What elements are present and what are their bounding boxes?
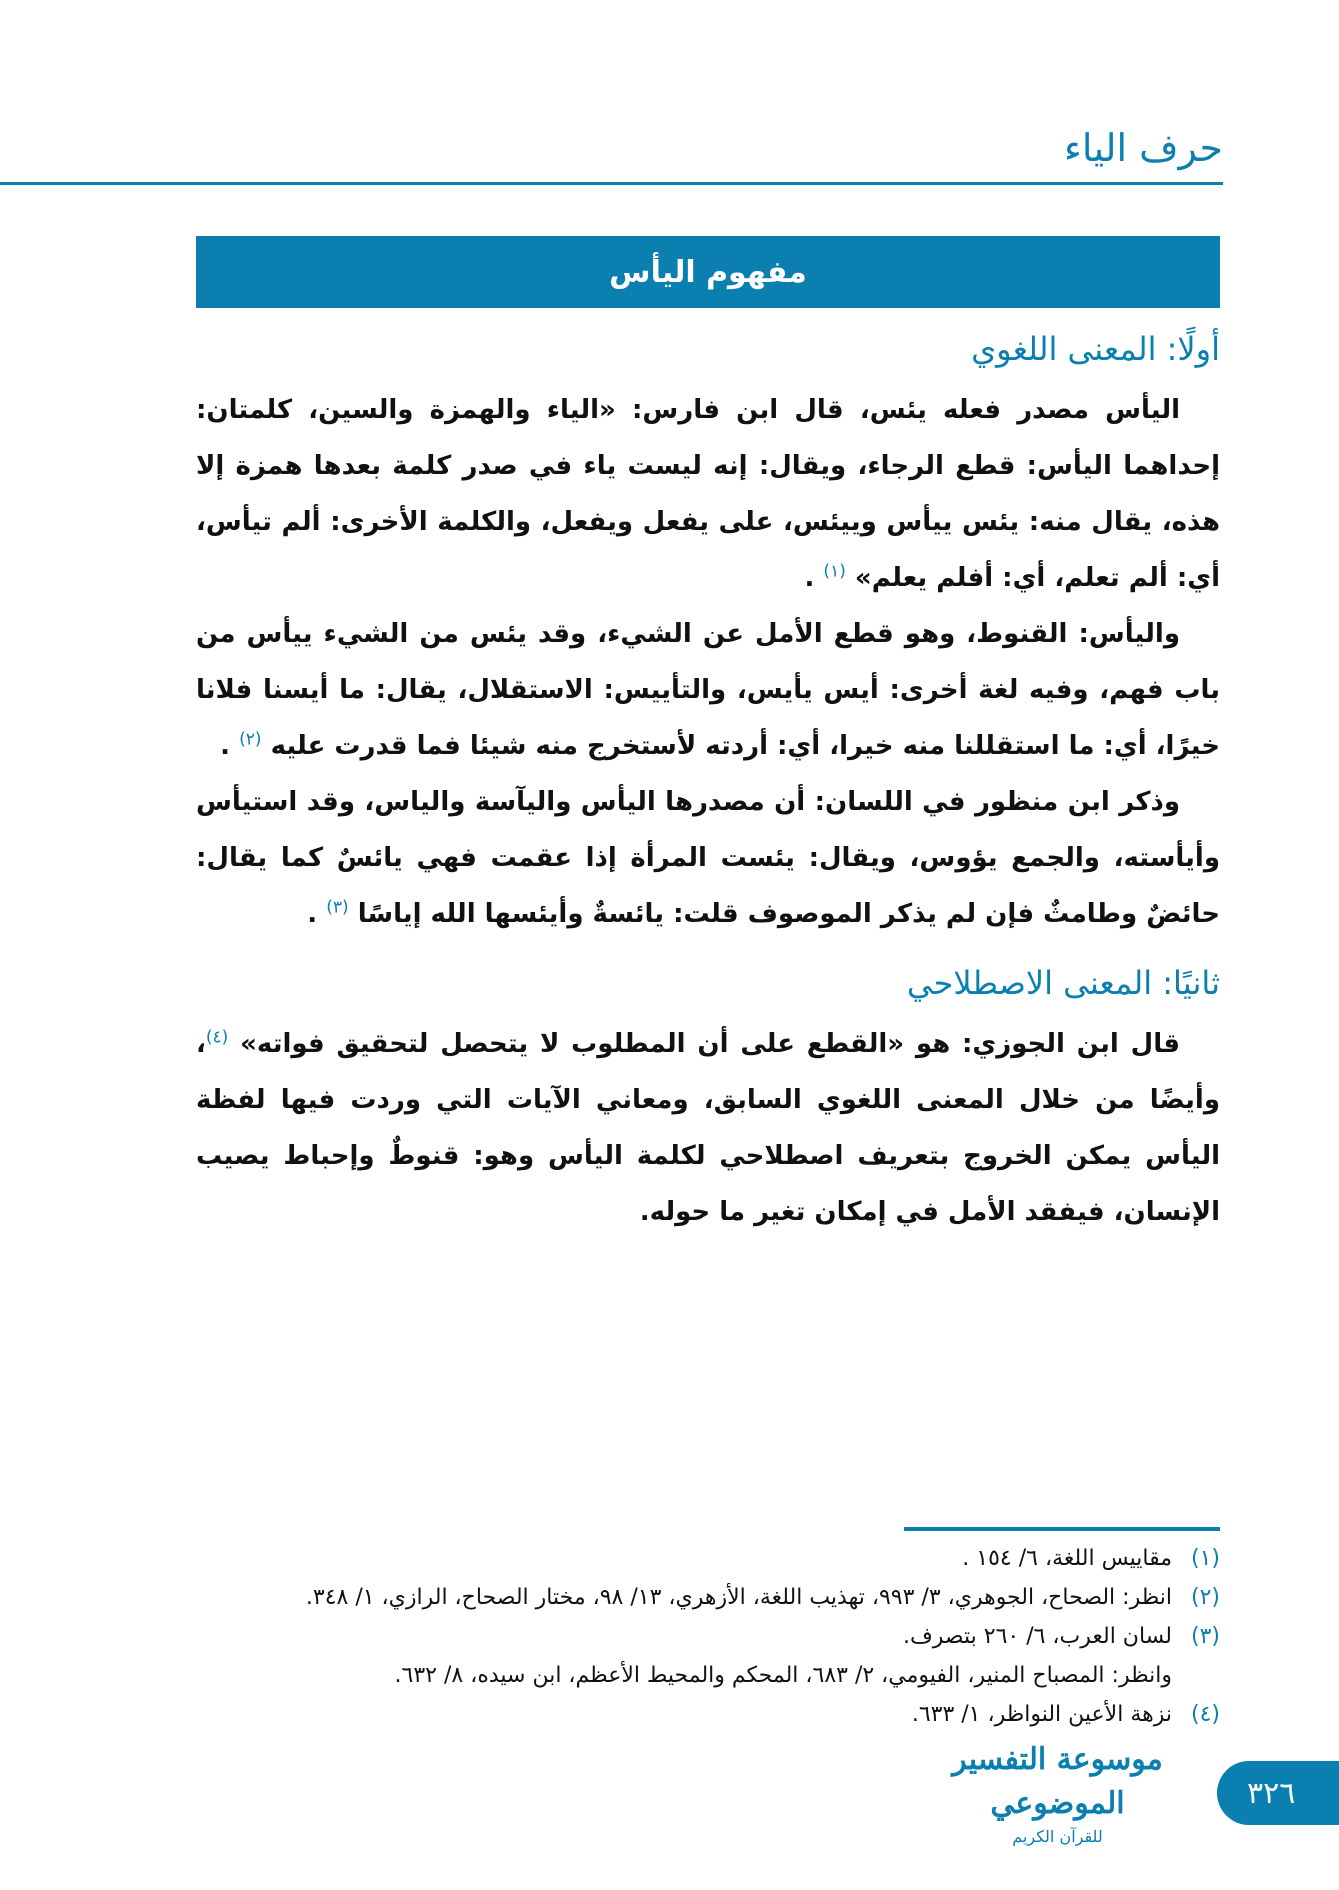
footnote-item	[196, 1578, 1220, 1617]
paragraph-text: ، وأيضًا من خلال المعنى اللغوي السابق، ومعاني الآيات التي وردت فيها لفظة اليأس يمكن الخروج بتعريف اصطلاحي لكلمة اليأس وهو: قنوطٌ وإحباط يصيب الإنسان، فيفقد الأمل في إمكان تغير ما حوله.	[196, 1029, 1220, 1227]
period: .	[307, 899, 318, 929]
footnote-ref-3[interactable]: (٣)	[326, 897, 349, 918]
footnotes	[196, 1539, 1220, 1734]
banner-title: مفهوم اليأس	[609, 254, 807, 290]
footnote-number: (٤)	[1190, 1702, 1220, 1727]
footnote-text: انظر: الصحاح، الجوهري، ٣/ ٩٩٣، تهذيب اللغة، الأزهري، ١٣/ ٩٨، مختار الصحاح، الرازي، ١/ ٣٤٨.	[305, 1585, 1172, 1610]
footnote-item	[196, 1656, 1220, 1695]
paragraph-1	[196, 382, 1220, 606]
footnote-text: نزهة الأعين النواظر، ١/ ٦٣٣.	[911, 1702, 1172, 1727]
section-banner	[196, 236, 1220, 308]
page-number-tab	[1217, 1761, 1339, 1825]
page-number: ٣٢٦	[1247, 1775, 1296, 1811]
paragraph-text: اليأس مصدر فعله يئس، قال ابن فارس: «الياء والهمزة والسين، كلمتان: إحداهما اليأس: قطع الرجاء، ويقال: إنه ليست ياء في صدر كلمة بعدها همزة إلا هذه، يقال منه: يئس ييأس وييئس، على يفعل ويفعل، والكلمة الأخرى: ألم تيأس، أي: ألم تعلم، أي: أفلم يعلم»	[196, 395, 1220, 593]
period: .	[804, 563, 815, 593]
footnote-number	[1172, 1656, 1220, 1695]
footnote-ref-4[interactable]: (٤)	[205, 1027, 229, 1048]
chapter-title: حرف الياء	[1064, 126, 1223, 170]
paragraph-text: واليأس: القنوط، وهو قطع الأمل عن الشيء، وقد يئس من الشيء ييأس من باب فهم، وفيه لغة أخرى: أيس يأيس، والتأييس: الاستقلال، يقال: ما أيسنا فلانا خيرًا، أي: ما استقللنا منه خيرا، أي: أردته لأستخرج منه شيئا فما قدرت عليه	[196, 619, 1220, 761]
footnote-item	[196, 1695, 1220, 1734]
footnote-number: (٢)	[1190, 1585, 1220, 1610]
footnote-text: لسان العرب، ٦/ ٢٦٠ بتصرف.	[902, 1624, 1172, 1649]
footnote-ref-2[interactable]: (٢)	[239, 729, 262, 750]
logo-title: موسوعة التفسير الموضوعي	[952, 1742, 1163, 1821]
footnote-number: (١)	[1190, 1546, 1220, 1571]
encyclopedia-logo	[935, 1738, 1180, 1848]
heading-terminological: ثانيًا: المعنى الاصطلاحي	[906, 964, 1220, 1002]
footnote-number: (٣)	[1190, 1624, 1220, 1649]
paragraph-3	[196, 774, 1220, 942]
paragraph-4	[196, 1016, 1220, 1240]
footnote-rule	[904, 1527, 1220, 1531]
footnote-text: مقاييس اللغة، ٦/ ١٥٤ .	[962, 1546, 1172, 1571]
paragraph-text: وذكر ابن منظور في اللسان: أن مصدرها اليأس واليآسة والياس، وقد استيأس وأيأسته، والجمع يؤوس، ويقال: يئست المرأة إذا عقمت فهي يائسٌ كما يقال: حائضٌ وطامثٌ فإن لم يذكر الموصوف قلت: يائسةٌ وأيئسها الله إياسًا	[196, 787, 1220, 929]
content	[196, 185, 1220, 1240]
footer	[0, 1742, 1339, 1846]
logo-subtitle: للقرآن الكريم	[1012, 1827, 1103, 1846]
footnote-item	[196, 1617, 1220, 1656]
spacer	[0, 1240, 1339, 1527]
period: .	[220, 731, 231, 761]
footnote-text: وانظر: المصباح المنير، الفيومي، ٢/ ٦٨٣، المحكم والمحيط الأعظم، ابن سيده، ٨/ ٦٣٢.	[394, 1663, 1172, 1688]
paragraph-text: قال ابن الجوزي: هو «القطع على أن المطلوب لا يتحصل لتحقيق فواته»	[240, 1029, 1180, 1059]
paragraph-2	[196, 606, 1220, 774]
footnote-ref-1[interactable]: (١)	[823, 561, 846, 582]
footnotes-area	[196, 1527, 1220, 1734]
heading-linguistic: أولًا: المعنى اللغوي	[971, 330, 1220, 368]
footnote-item	[196, 1539, 1220, 1578]
